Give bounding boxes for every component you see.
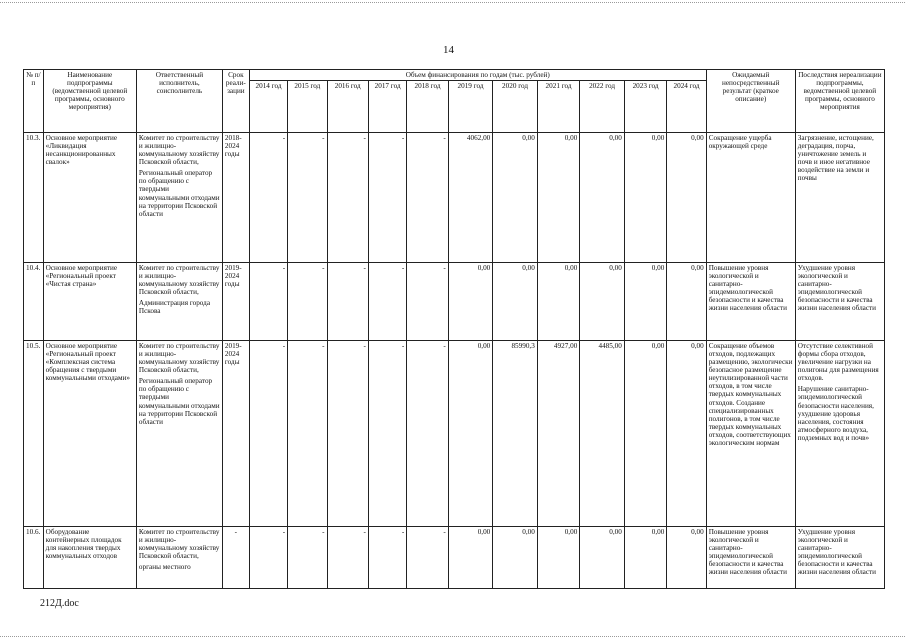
value-cell: 0,00 <box>537 263 579 341</box>
row-num: 10.5. <box>24 341 44 527</box>
value-cell: - <box>288 527 327 589</box>
year-header: 2016 год <box>327 81 368 133</box>
value-cell: - <box>249 133 287 263</box>
year-header: 2015 год <box>288 81 327 133</box>
header-financing: Объем финансирования по годам (тыс. рублей) <box>249 70 706 81</box>
value-cell: 0,00 <box>537 133 579 263</box>
value-cell: - <box>407 133 448 263</box>
value-cell: - <box>368 341 406 527</box>
value-cell: - <box>368 133 406 263</box>
value-cell: - <box>288 133 327 263</box>
footer-filename: 212Д.doc <box>40 598 79 609</box>
year-header: 2024 год <box>667 81 706 133</box>
row-result: Сокращение объемов отходов, подлежащих размещению, экологически безопасное размещение неутилизированной части отходов, в том числе твердых коммунальных отходов. Создание специализированных полигонов, в том числе твердых коммунальных отходов, соответствующих экологическим нормам <box>706 341 795 527</box>
value-cell: 0,00 <box>624 527 666 589</box>
year-header: 2018 год <box>407 81 448 133</box>
executor-text: Комитет по строительству и жилищно-коммунальному хозяйству Псковской области, <box>138 528 220 561</box>
value-cell: - <box>327 133 368 263</box>
value-cell: - <box>327 341 368 527</box>
row-name: Основное мероприятие «Ликвидация несанкционированных свалок» <box>43 133 136 263</box>
value-cell: 0,00 <box>448 263 493 341</box>
value-cell: 0,00 <box>624 263 666 341</box>
scan-border-bottom <box>0 636 905 637</box>
value-cell: 4927,00 <box>537 341 579 527</box>
row-result: Повышение уровня экологической и санитарно-эпидемиологической безопасности и качества жизни населения области <box>706 263 795 341</box>
row-name: Основное мероприятие «Региональный проект «Чистая страна» <box>43 263 136 341</box>
value-cell: - <box>249 527 287 589</box>
row-num: 10.6. <box>24 527 44 589</box>
value-cell: 0,00 <box>624 133 666 263</box>
table-row <box>24 133 885 263</box>
row-consequences <box>795 133 884 263</box>
value-cell: 0,00 <box>537 527 579 589</box>
value-cell: 0,00 <box>624 341 666 527</box>
value-cell: 0,00 <box>580 263 625 341</box>
value-cell: - <box>407 341 448 527</box>
value-cell: 0,00 <box>667 527 706 589</box>
value-cell: - <box>407 263 448 341</box>
value-cell: 0,00 <box>580 133 625 263</box>
row-name: Основное мероприятие «Региональный проект «Комплексная система обращения с твердыми коммунальными отходами» <box>43 341 136 527</box>
year-header: 2020 год <box>493 81 538 133</box>
consequence-text: Загрязнение, истощение, деградация, порча, уничтожение земель и почв и иное негативное воздействие на земли и почвы <box>797 134 874 183</box>
value-cell: - <box>368 527 406 589</box>
row-num: 10.3. <box>24 133 44 263</box>
executor-text: Комитет по строительству и жилищно-коммунальному хозяйству Псковской области, <box>138 342 220 375</box>
executor-text: Региональный оператор по обращению с твердыми коммунальными отходами на территории Псковской области <box>138 169 220 218</box>
header-num: № п/п <box>24 70 44 133</box>
value-cell: 0,00 <box>667 133 706 263</box>
value-cell: 0,00 <box>493 527 538 589</box>
row-num: 10.4. <box>24 263 44 341</box>
table-row <box>24 263 885 341</box>
page-number: 14 <box>443 44 454 56</box>
row-consequences <box>795 341 884 527</box>
row-consequences <box>795 527 884 589</box>
value-cell: 0,00 <box>580 527 625 589</box>
year-header: 2017 год <box>368 81 406 133</box>
row-executor <box>136 341 222 527</box>
row-result: Повышение уровня экологической и санитарно-эпидемиологической безопасности и качества жизни населения области <box>706 527 795 589</box>
row-executor <box>136 527 222 589</box>
executor-text: Комитет по строительству и жилищно-коммунальному хозяйству Псковской области, <box>138 264 220 297</box>
value-cell: 0,00 <box>493 263 538 341</box>
consequence-text: Нарушение санитарно-эпидемиологической безопасности населения, ухудшение здоровья населения, состояния атмосферного воздуха, подземных вод и почв» <box>797 385 874 442</box>
year-header: 2022 год <box>580 81 625 133</box>
table-row <box>24 341 885 527</box>
row-consequences <box>795 263 884 341</box>
value-cell: 0,00 <box>667 263 706 341</box>
row-term: - <box>222 527 249 589</box>
header-term: Срок реали-зации <box>222 70 249 133</box>
value-cell: - <box>288 263 327 341</box>
row-name: Оборудование контейнерных площадок для накопления твердых коммунальных отходов <box>43 527 136 589</box>
value-cell: - <box>327 263 368 341</box>
header-consequences: Последствия нереализации подпрограммы, ведомственной целевой программы, основного мероприятия <box>795 70 884 133</box>
year-header: 2021 год <box>537 81 579 133</box>
row-result: Сокращение ущерба окружающей среде <box>706 133 795 263</box>
table-row <box>24 527 885 589</box>
value-cell: - <box>327 527 368 589</box>
executor-text: Администрация города Пскова <box>138 299 211 316</box>
row-term: 2018-2024 годы <box>222 133 249 263</box>
header-executor: Ответственный исполнитель, соисполнитель <box>136 70 222 133</box>
scan-border-top <box>0 2 905 3</box>
value-cell: 0,00 <box>448 527 493 589</box>
consequence-text: Отсутствие селективной формы сбора отходов, увеличение нагрузки на полигоны для размещения отходов. <box>797 342 879 383</box>
header-name: Наименование подпрограммы (ведомственной целевой программы, основного мероприятия) <box>43 70 136 133</box>
executor-text: органы местного <box>138 563 191 572</box>
row-term: 2019-2024 годы <box>222 263 249 341</box>
row-term: 2019-2024 годы <box>222 341 249 527</box>
row-executor <box>136 133 222 263</box>
value-cell: 0,00 <box>667 341 706 527</box>
value-cell: 0,00 <box>493 133 538 263</box>
executor-text: Комитет по строительству и жилищно-коммунальному хозяйству Псковской области, <box>138 134 220 167</box>
program-table <box>23 69 885 589</box>
executor-text: Региональный оператор по обращению с твердыми коммунальными отходами на территории Псковской области <box>138 377 220 426</box>
row-executor <box>136 263 222 341</box>
year-header: 2023 год <box>624 81 666 133</box>
header-row <box>24 70 885 81</box>
value-cell: - <box>288 341 327 527</box>
value-cell: 85990,3 <box>493 341 538 527</box>
value-cell: - <box>249 341 287 527</box>
value-cell: 4485,00 <box>580 341 625 527</box>
consequence-text: Ухудшение уровня экологической и санитарно-эпидемиологической безопасности и качества жизни населения области <box>797 528 877 577</box>
year-header: 2014 год <box>249 81 287 133</box>
value-cell: - <box>249 263 287 341</box>
value-cell: - <box>368 263 406 341</box>
value-cell: 0,00 <box>448 341 493 527</box>
consequence-text: Ухудшение уровня экологической и санитарно-эпидемиологической безопасности и качества жизни населения области <box>797 264 877 313</box>
value-cell: 4062,00 <box>448 133 493 263</box>
value-cell: - <box>407 527 448 589</box>
header-result: Ожидаемый непосредственный результат (краткое описание) <box>706 70 795 133</box>
year-header: 2019 год <box>448 81 493 133</box>
